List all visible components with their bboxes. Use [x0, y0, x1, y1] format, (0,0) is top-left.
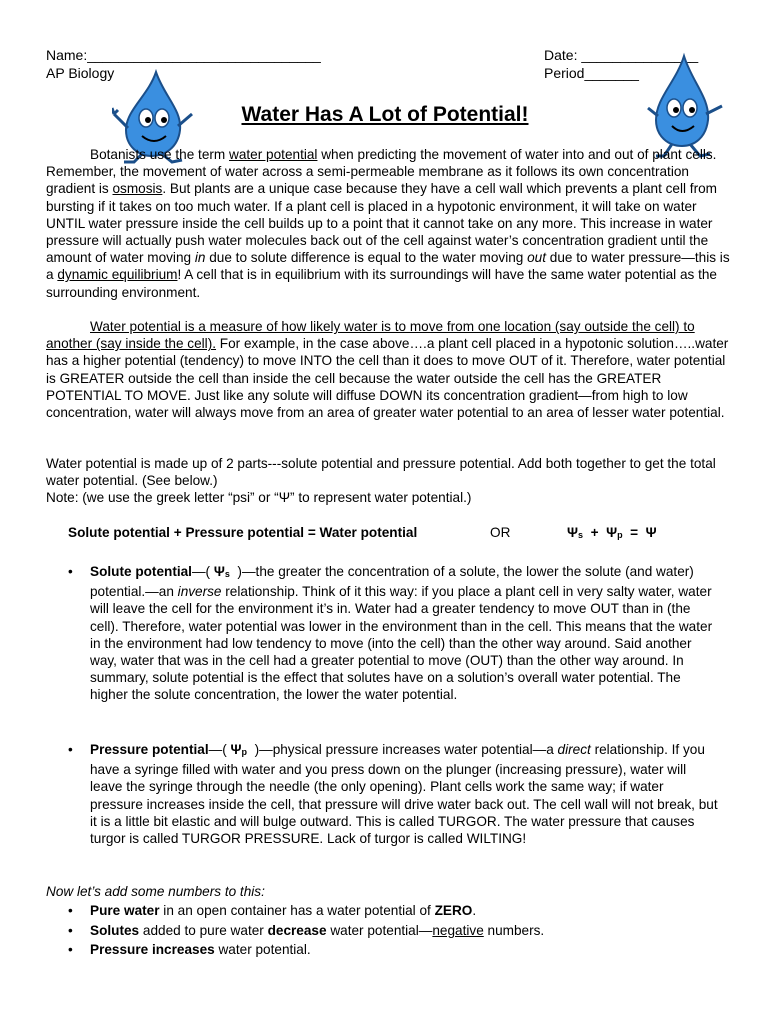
- text-span: For example, in the case above….a plant cell placed in a hypotonic solution…..water has a higher potential (tendency) to move INTO the cell than it does to move OUT of it. Therefore, water potential is GREATER outside the cell than inside the cell because the water outside the cell has the GREATER POTENTIAL TO MOVE. Just like any solute will diffuse DOWN its concentration gradient—from high to low concentration, water will always move from an area of greater water potential to an area of lesser water potential.: [46, 336, 729, 421]
- course-label: AP Biology: [46, 65, 115, 81]
- term-solute-potential: Solute potential: [90, 564, 192, 579]
- emphasis-direct: direct: [557, 742, 591, 757]
- psi-symbol: Ψ: [213, 564, 225, 579]
- date-line: _______________: [577, 47, 699, 63]
- bullet-pressure: •: [68, 742, 73, 757]
- period-field: [544, 65, 639, 82]
- psi-symbol: Ψ: [567, 525, 578, 540]
- text-span: )—the greater the concentration of a solute, the lower the solute (and water) potential.—an: [90, 564, 698, 600]
- text-span: . But plants are a unique case because they have a cell wall which prevents a plant cell from bursting if it takes on too much water. If a plant cell is placed in a hypotonic environment, it will take on water UNTIL water pressure inside the cell builds up to a point that it cannot take on any more. This increase in water pressure will actually push water molecules back out of the cell against water’s concentration gradient until the amount of water moving: [46, 181, 717, 266]
- psi-symbol: Ψ: [606, 525, 618, 540]
- formula-symbols: [567, 525, 657, 540]
- term-solutes: Solutes: [90, 923, 140, 938]
- term-pressure-potential: Pressure potential: [90, 742, 209, 757]
- name-line: ______________________________: [87, 47, 321, 63]
- term-zero: ZERO: [434, 903, 473, 918]
- text-span: —(: [208, 742, 231, 757]
- period-line: _______: [584, 65, 639, 81]
- term-osmosis: osmosis: [112, 181, 163, 197]
- date-label: Date:: [544, 47, 578, 63]
- numbers-intro: Now let’s add some numbers to this:: [46, 884, 265, 899]
- emphasis-out: out: [527, 250, 547, 266]
- subscript-p: p: [617, 530, 623, 540]
- solutes-text: [90, 922, 730, 940]
- plus-sign: +: [583, 525, 607, 540]
- bullet-solute: •: [68, 564, 73, 579]
- text-span: Botanists use the term: [90, 147, 230, 162]
- pressure-increases-text: [90, 941, 730, 959]
- term-dynamic-equilibrium: dynamic equilibrium: [57, 267, 178, 283]
- text-span: when predicting the movement of water into and out of plant cells. Remember, the movement of water across a semi-permeable membrane as it follows its own concentration gradient is: [46, 147, 717, 197]
- text-span: ! A cell that is in equilibrium with its surroundings will have the same water potential as the surrounding environment.: [46, 267, 717, 300]
- text-span: relationship. Think of it this way: if you place a plant cell in very salty water, water will leave the cell for the environment it’s in. Water had a greater tendency to move OUT than in (the cell). Therefore, water potential was lower in the environment than in the cell. This means that the water in the environment had low tendency to move (into the cell) than the other way around. Said another way, water that was in the cell had a greater potential to move (OUT) than the other way around. In summary, solute potential is the effect that solutes have on a solution’s overall water potential. The higher the solute concentration, the lower the water potential.: [90, 584, 713, 703]
- text-span: added to pure water: [139, 923, 268, 938]
- subscript-s: s: [578, 530, 584, 540]
- formula-or: OR: [490, 525, 511, 540]
- solute-potential-text: [90, 563, 720, 704]
- text-span: due to water pressure—this is a: [46, 250, 730, 283]
- subscript-p: p: [241, 747, 248, 757]
- psi-symbol: Ψ: [230, 742, 242, 757]
- emphasis-inverse: inverse: [177, 584, 222, 600]
- pressure-potential-text: [90, 741, 720, 847]
- term-pure-water: Pure water: [90, 903, 160, 918]
- equals-psi: = Ψ: [622, 525, 657, 540]
- text-span: relationship. If you have a syringe filled with water and you press down on the plunger (increasing pressure), water will leave the syringe through the needle (the only opening). Plant cells work the same way; if water pressure increases inside the cell, that pressure will drive water back out. The cell wall will not break, but it is a little bit elastic and will bulge outward. This is called TURGOR. The water pressure that causes turgor is called TURGOR PRESSURE. Lack of turgor is called WILTING!: [90, 742, 718, 847]
- paragraph-definition: [46, 318, 730, 421]
- text-span: —(: [191, 564, 214, 579]
- text-span: Water potential is made up of 2 parts---solute potential and pressure potential. Add both together to get the total water potential. (See below.): [46, 456, 716, 489]
- text-span: water potential.: [214, 942, 311, 957]
- term-pressure-increases: Pressure increases: [90, 942, 215, 957]
- pure-water-text: [90, 902, 730, 920]
- term-water-potential: water potential: [229, 147, 318, 162]
- period-label: Period: [544, 65, 585, 81]
- name-label: Name:: [46, 47, 88, 63]
- paragraph-parts: [46, 455, 730, 507]
- bullet-pure-water: •: [68, 903, 73, 918]
- term-decrease: decrease: [267, 923, 327, 938]
- subscript-s: s: [224, 569, 230, 579]
- text-span: due to solute difference is equal to the water moving: [205, 250, 528, 266]
- text-span: Note: (we use the greek letter “psi” or “Ψ” to represent water potential.): [46, 490, 472, 506]
- name-field: [46, 47, 321, 64]
- text-span: numbers.: [483, 923, 545, 938]
- paragraph-intro: [46, 146, 730, 301]
- bullet-pressure-increases: •: [68, 942, 73, 957]
- text-span: water potential—: [326, 923, 433, 938]
- bullet-solutes: •: [68, 923, 73, 938]
- definition-water-potential: Water potential is a measure of how likely water is to move from one location (say outside the cell) to another (say inside the cell).: [46, 319, 695, 352]
- text-span: )—physical pressure increases water potential—a: [247, 742, 558, 757]
- text-span: .: [472, 903, 477, 918]
- page-title: Water Has A Lot of Potential!: [241, 103, 529, 126]
- emphasis-in: in: [194, 250, 206, 266]
- term-negative: negative: [432, 923, 484, 938]
- formula-words: Solute potential + Pressure potential = Water potential: [68, 525, 418, 540]
- text-span: in an open container has a water potential of: [159, 903, 435, 918]
